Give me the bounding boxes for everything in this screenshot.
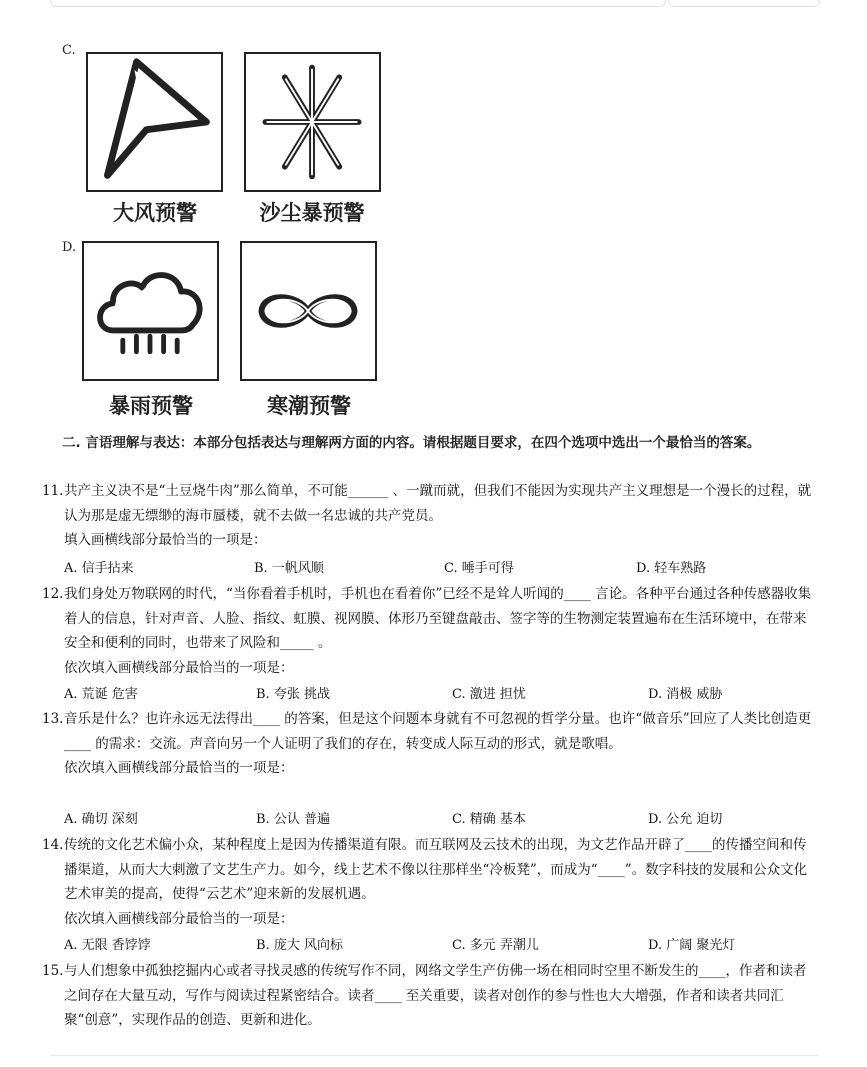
- question-number: 12.: [42, 586, 64, 602]
- question-instruction: 填入画横线部分最恰当的一项是：: [64, 532, 267, 548]
- question-text: 与人们想象中孤独挖掘内心或者寻找灵感的传统写作不同，网络文学生产仿佛一场在相同时空里不断发生的____，作者和读者之间存在大量互动，写作与阅读过程紧密结合。读者____ 至关重要，读者对创作的参与性也大大增强，作者和读者共同汇聚“创意”，实现作品的创造、更新和进化。: [64, 963, 807, 1028]
- windsock-icon: [86, 52, 223, 192]
- choices-12: [64, 683, 804, 707]
- choices-13: [64, 808, 804, 832]
- choice-c[interactable]: C. 多元 弄潮儿: [452, 938, 539, 953]
- question-text: 传统的文化艺术偏小众，某种程度上是因为传播渠道有限。而互联网及云技术的出现，为文艺作品开辟了____的传播空间和传播渠道，从而大大刺激了文艺生产力。如今，线上艺术不像以往那样坐“冷板凳”，而成为“____”。数字科技的发展和公众文化艺术审美的提高，使得“云艺术”迎来新的发展机遇。: [64, 837, 808, 902]
- option-c-letter: C.: [62, 43, 76, 58]
- question-number: 13.: [42, 711, 64, 727]
- question-number: 11.: [42, 483, 64, 499]
- choice-b[interactable]: B. 一帆风顺: [254, 561, 324, 576]
- asterisk-icon: [244, 52, 381, 192]
- infinity-icon: [240, 241, 377, 381]
- top-input-edge: [50, 0, 666, 7]
- choice-a[interactable]: A. 信手拈来: [64, 561, 134, 576]
- choice-a[interactable]: A. 荒诞 危害: [64, 687, 138, 702]
- question-13: [42, 707, 812, 781]
- choice-b[interactable]: B. 公认 普遍: [256, 812, 330, 827]
- choices-14: [64, 934, 804, 958]
- choice-b[interactable]: B. 夸张 挑战: [256, 687, 330, 702]
- option-d-letter: D.: [62, 240, 77, 255]
- choice-c[interactable]: C. 激进 担忧: [452, 687, 526, 702]
- choice-d[interactable]: D. 广阔 聚光灯: [648, 938, 736, 953]
- question-14: [42, 833, 812, 931]
- sign-caption: 寒潮预警: [267, 394, 351, 418]
- choice-a[interactable]: A. 确切 深刻: [64, 812, 138, 827]
- question-text: 音乐是什么？也许永远无法得出____ 的答案，但是这个问题本身就有不可忽视的哲学分量。也许“做音乐”回应了人类比创造更____ 的需求：交流。声音向另一个人证明了我们的存在，转变成人际互动的形式，就是歌唱。: [64, 711, 812, 752]
- choice-a[interactable]: A. 无限 香饽饽: [64, 938, 151, 953]
- choices-11: [64, 557, 804, 581]
- question-15: [42, 959, 812, 1033]
- question-number: 15.: [42, 963, 64, 979]
- question-number: 14.: [42, 837, 64, 853]
- question-instruction: 依次填入画横线部分最恰当的一项是：: [64, 760, 294, 776]
- choice-d[interactable]: D. 轻车熟路: [636, 561, 707, 576]
- sign-caption: 暴雨预警: [109, 394, 193, 418]
- top-button-edge: [668, 0, 820, 7]
- section-heading: 二. 言语理解与表达：本部分包括表达与理解两方面的内容。请根据题目要求，在四个选项中选出一个最恰当的答案。: [62, 435, 761, 451]
- choice-b[interactable]: B. 庞大 风向标: [256, 938, 343, 953]
- choice-c[interactable]: C. 精确 基本: [452, 812, 526, 827]
- sign-caption: 大风预警: [113, 201, 197, 225]
- choice-d[interactable]: D. 公允 迫切: [648, 812, 723, 827]
- question-text: 我们身处万物联网的时代，“当你看着手机时，手机也在看着你”已经不是耸人听闻的____ 言论。各种平台通过各种传感器收集着人的信息，针对声音、人脸、指纹、虹膜、视网膜、体形乃至键盘敲击、签字等的生物测定装置遍布在生活环境中，在带来安全和便利的同时，也带来了风险和_____ 。: [64, 586, 812, 651]
- page-divider: [50, 1055, 818, 1056]
- question-text: 共产主义决不是“土豆烧牛肉”那么简单，不可能______ 、一蹴而就，但我们不能因为实现共产主义理想是一个漫长的过程，就认为那是虚无缥缈的海市蜃楼，就不去做一名忠诚的共产党员。: [64, 483, 812, 524]
- question-instruction: 依次填入画横线部分最恰当的一项是：: [64, 659, 294, 676]
- question-11: [42, 479, 812, 553]
- question-instruction: 依次填入画横线部分最恰当的一项是：: [64, 910, 294, 927]
- choice-c[interactable]: C. 唾手可得: [444, 561, 514, 576]
- rain-cloud-icon: [82, 241, 219, 381]
- sign-caption: 沙尘暴预警: [259, 201, 365, 225]
- question-12: [42, 582, 812, 680]
- choice-d[interactable]: D. 消极 威胁: [648, 687, 723, 702]
